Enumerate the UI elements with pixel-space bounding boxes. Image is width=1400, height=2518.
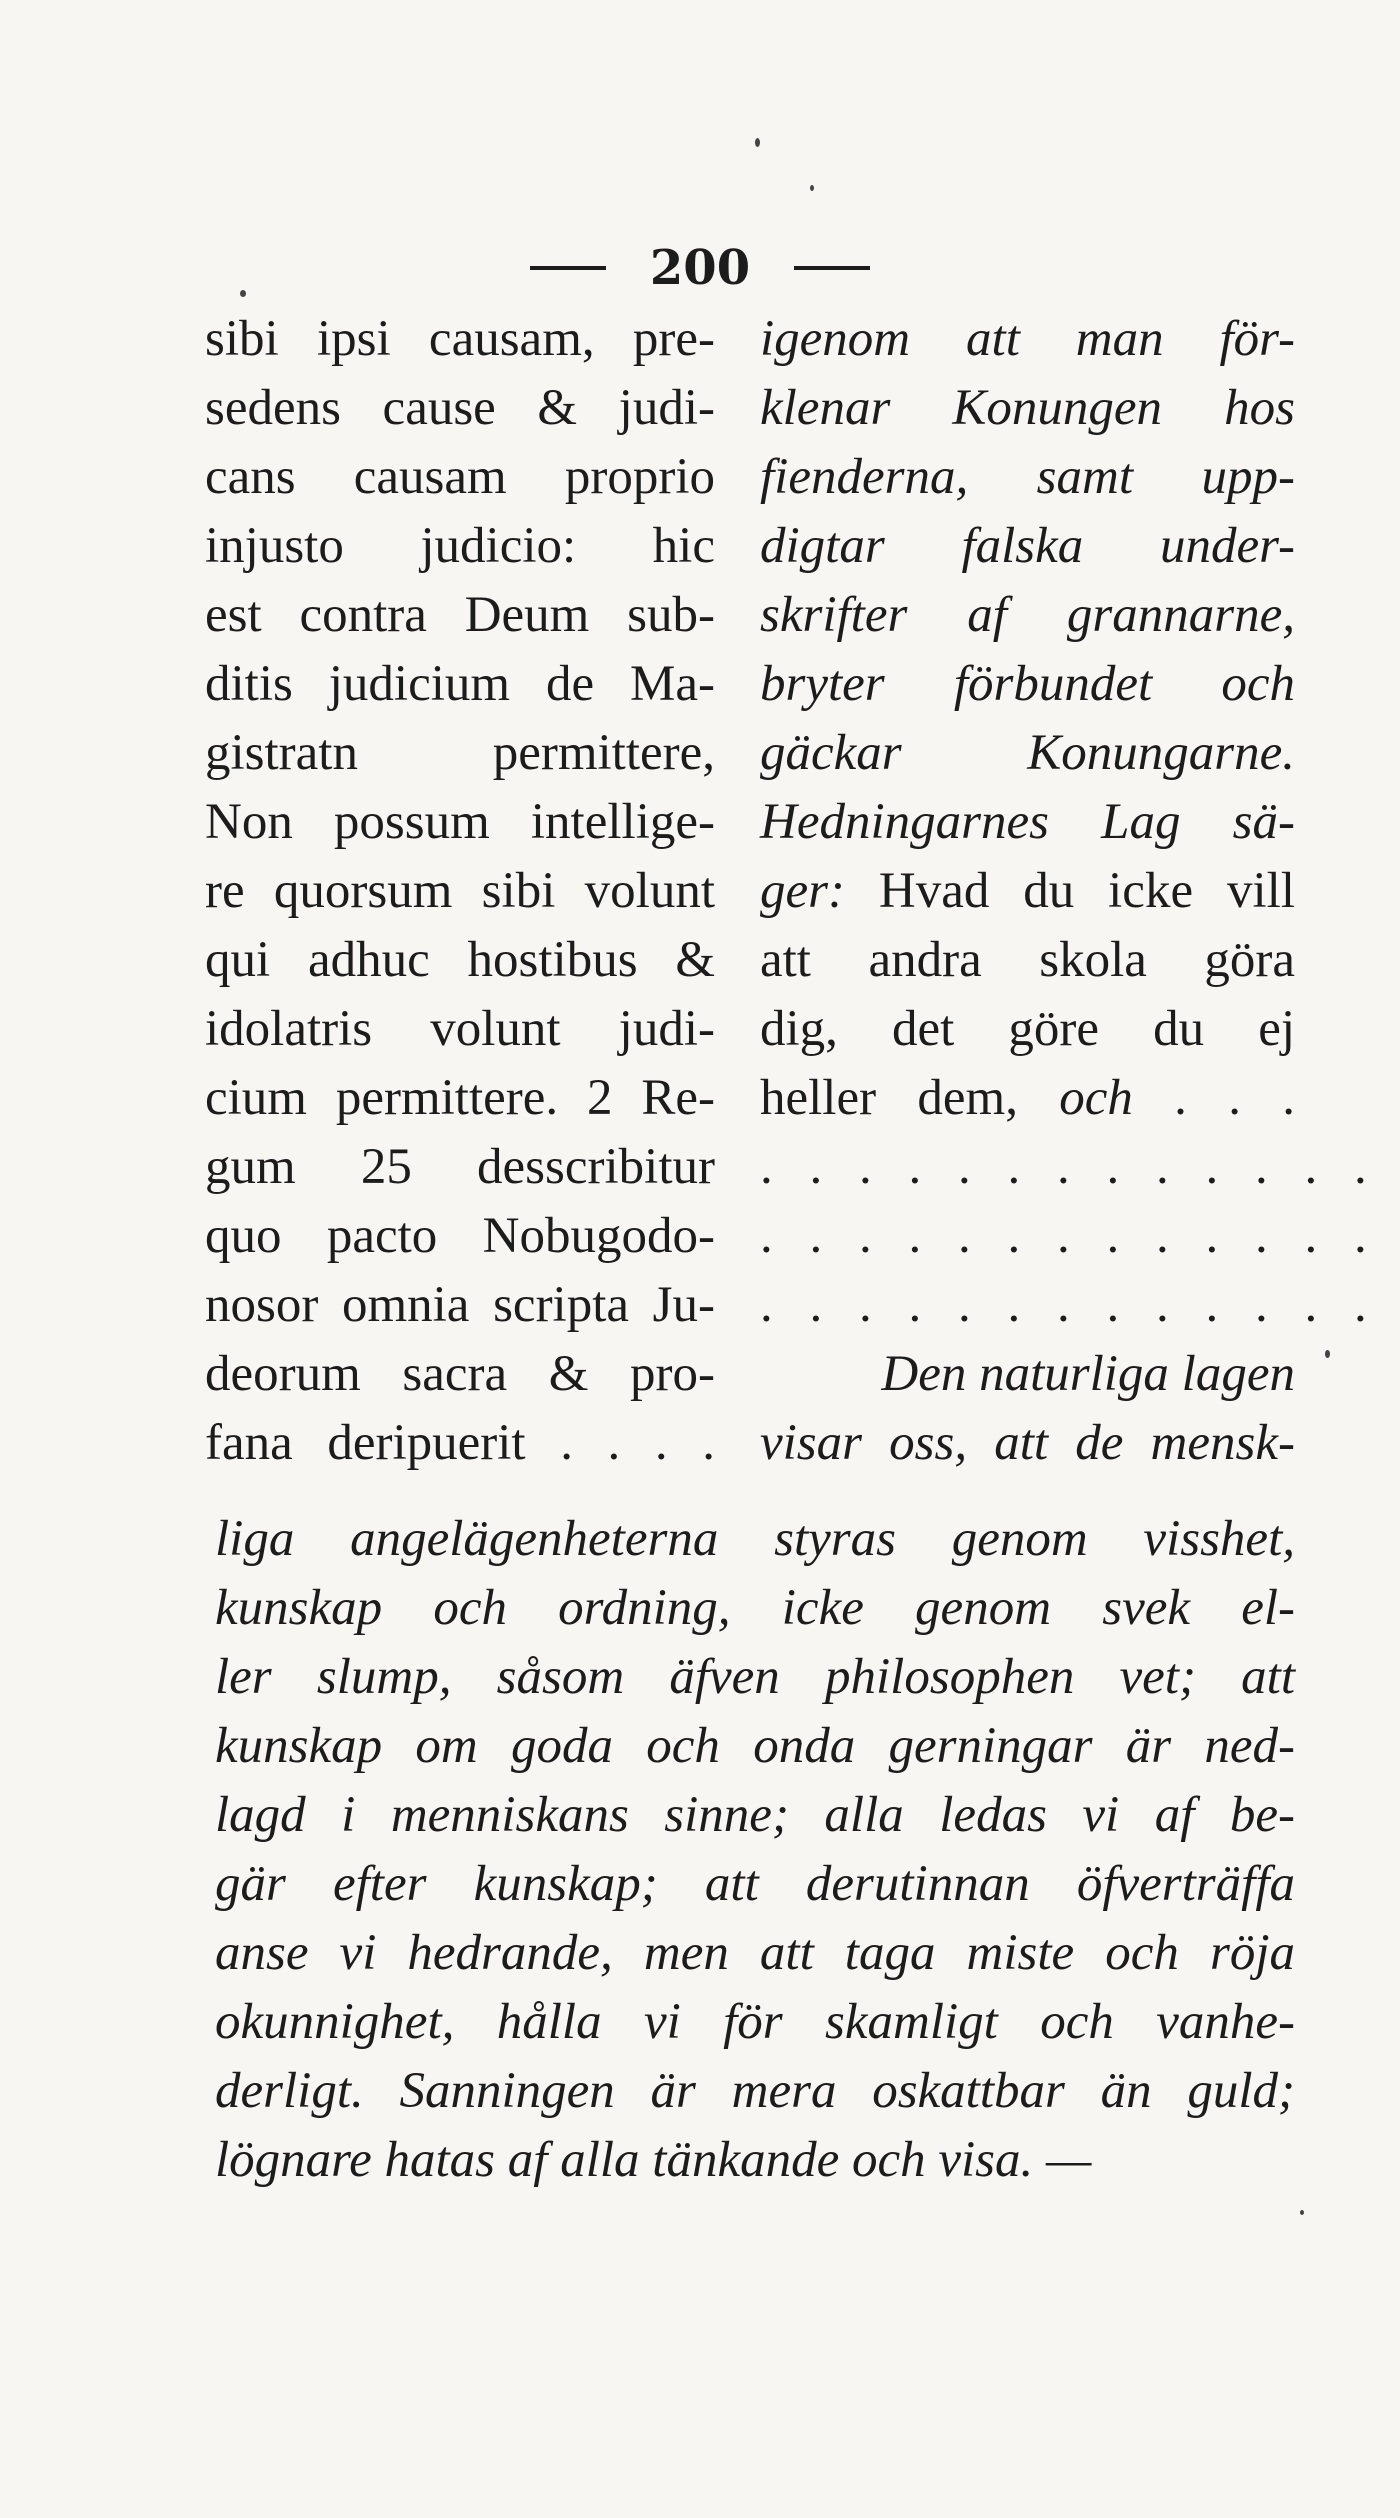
right-line: bryter förbundet och — [760, 656, 1295, 712]
right-line: att andra skola göra — [760, 932, 1295, 988]
header-dash-left — [530, 266, 606, 270]
right-column-swedish — [760, 305, 1379, 1478]
paragraph-line: kunskap om goda och onda gerningar är ned- — [215, 1718, 1295, 1774]
left-line: sibi ipsi causam, pre- — [205, 311, 715, 367]
ellipsis-line: . . . . . . . . . . . . . — [760, 1277, 1379, 1333]
header-dash-right — [794, 266, 870, 270]
right-line-roman-part: Hvad du icke vill — [844, 863, 1295, 919]
paragraph-line: lögnare hatas af alla tänkande och visa. — — [215, 2132, 1092, 2188]
left-line: est contra Deum sub- — [205, 587, 715, 643]
left-line: sedens cause & judi- — [205, 380, 715, 436]
paragraph-line: gär efter kunskap; att derutinnan öfverträffa — [215, 1856, 1295, 1912]
right-line-italic-part: ger: — [760, 863, 845, 919]
paper-speck — [1300, 2210, 1304, 2215]
paragraph-line: anse vi hedrande, men att taga miste och röja — [215, 1925, 1295, 1981]
right-line: fienderna, samt upp- — [760, 449, 1295, 505]
right-line: gäckar Konungarne. — [760, 725, 1295, 781]
right-line: Den naturliga lagen — [881, 1346, 1295, 1402]
paper-speck — [240, 290, 246, 297]
ellipsis-line: . . . . . . . . . . . . . — [760, 1139, 1379, 1195]
left-line: qui adhuc hostibus & — [205, 932, 715, 988]
left-line: gum 25 desscribitur — [205, 1139, 715, 1195]
right-line: igenom att man för- — [760, 311, 1295, 367]
left-line: nosor omnia scripta Ju- — [205, 1277, 715, 1333]
paragraph-line: liga angelägenheterna styras genom visshet, — [215, 1511, 1295, 1567]
left-line: Non possum intellige- — [205, 794, 715, 850]
right-line-last-quote — [760, 1064, 1295, 1133]
left-line: deorum sacra & pro- — [205, 1346, 715, 1402]
left-line: injusto judicio: hic — [205, 518, 715, 574]
paper-speck — [755, 138, 760, 147]
full-width-paragraph — [215, 1505, 1295, 2195]
paragraph-line: lagd i menniskans sinne; alla ledas vi af be- — [215, 1787, 1295, 1843]
paper-speck — [1325, 1350, 1330, 1358]
right-line-mixed — [760, 857, 1295, 926]
right-line: dig, det göre du ej — [760, 1001, 1295, 1057]
paragraph-line: derligt. Sanningen är mera oskattbar än guld; — [215, 2063, 1295, 2119]
ellipsis-line: . . . . . . . . . . . . . — [760, 1208, 1379, 1264]
left-line: ditis judicium de Ma- — [205, 656, 715, 712]
right-line: klenar Konungen hos — [760, 380, 1295, 436]
quote-end-roman: heller dem, — [760, 1070, 1060, 1126]
paper-speck — [810, 185, 814, 191]
paragraph-line: kunskap och ordning, icke genom svek el- — [215, 1580, 1295, 1636]
paragraph-line: okunnighet, hålla vi för skamligt och vanhe- — [215, 1994, 1295, 2050]
right-line: visar oss, att de mensk- — [760, 1415, 1295, 1471]
left-line: cans causam proprio — [205, 449, 715, 505]
paragraph-line: ler slump, såsom äfven philosophen vet; att — [215, 1649, 1295, 1705]
page-header — [0, 228, 1400, 308]
right-line: digtar falska under- — [760, 518, 1295, 574]
page-number: 200 — [649, 240, 751, 296]
right-line: skrifter af grannarne, — [760, 587, 1295, 643]
quote-end-italic: och — [1059, 1070, 1133, 1126]
right-line: Hedningarnes Lag sä- — [760, 794, 1295, 850]
left-line: quo pacto Nobugodo- — [205, 1208, 715, 1264]
left-line: gistratn permittere, — [205, 725, 715, 781]
left-line: re quorsum sibi volunt — [205, 863, 715, 919]
left-column-latin — [205, 305, 715, 1478]
quote-end-dots: . . . — [1132, 1070, 1295, 1126]
left-line: idolatris volunt judi- — [205, 1001, 715, 1057]
left-line: cium permittere. 2 Re- — [205, 1070, 715, 1126]
left-line: fana deripuerit . . . . — [205, 1415, 715, 1471]
